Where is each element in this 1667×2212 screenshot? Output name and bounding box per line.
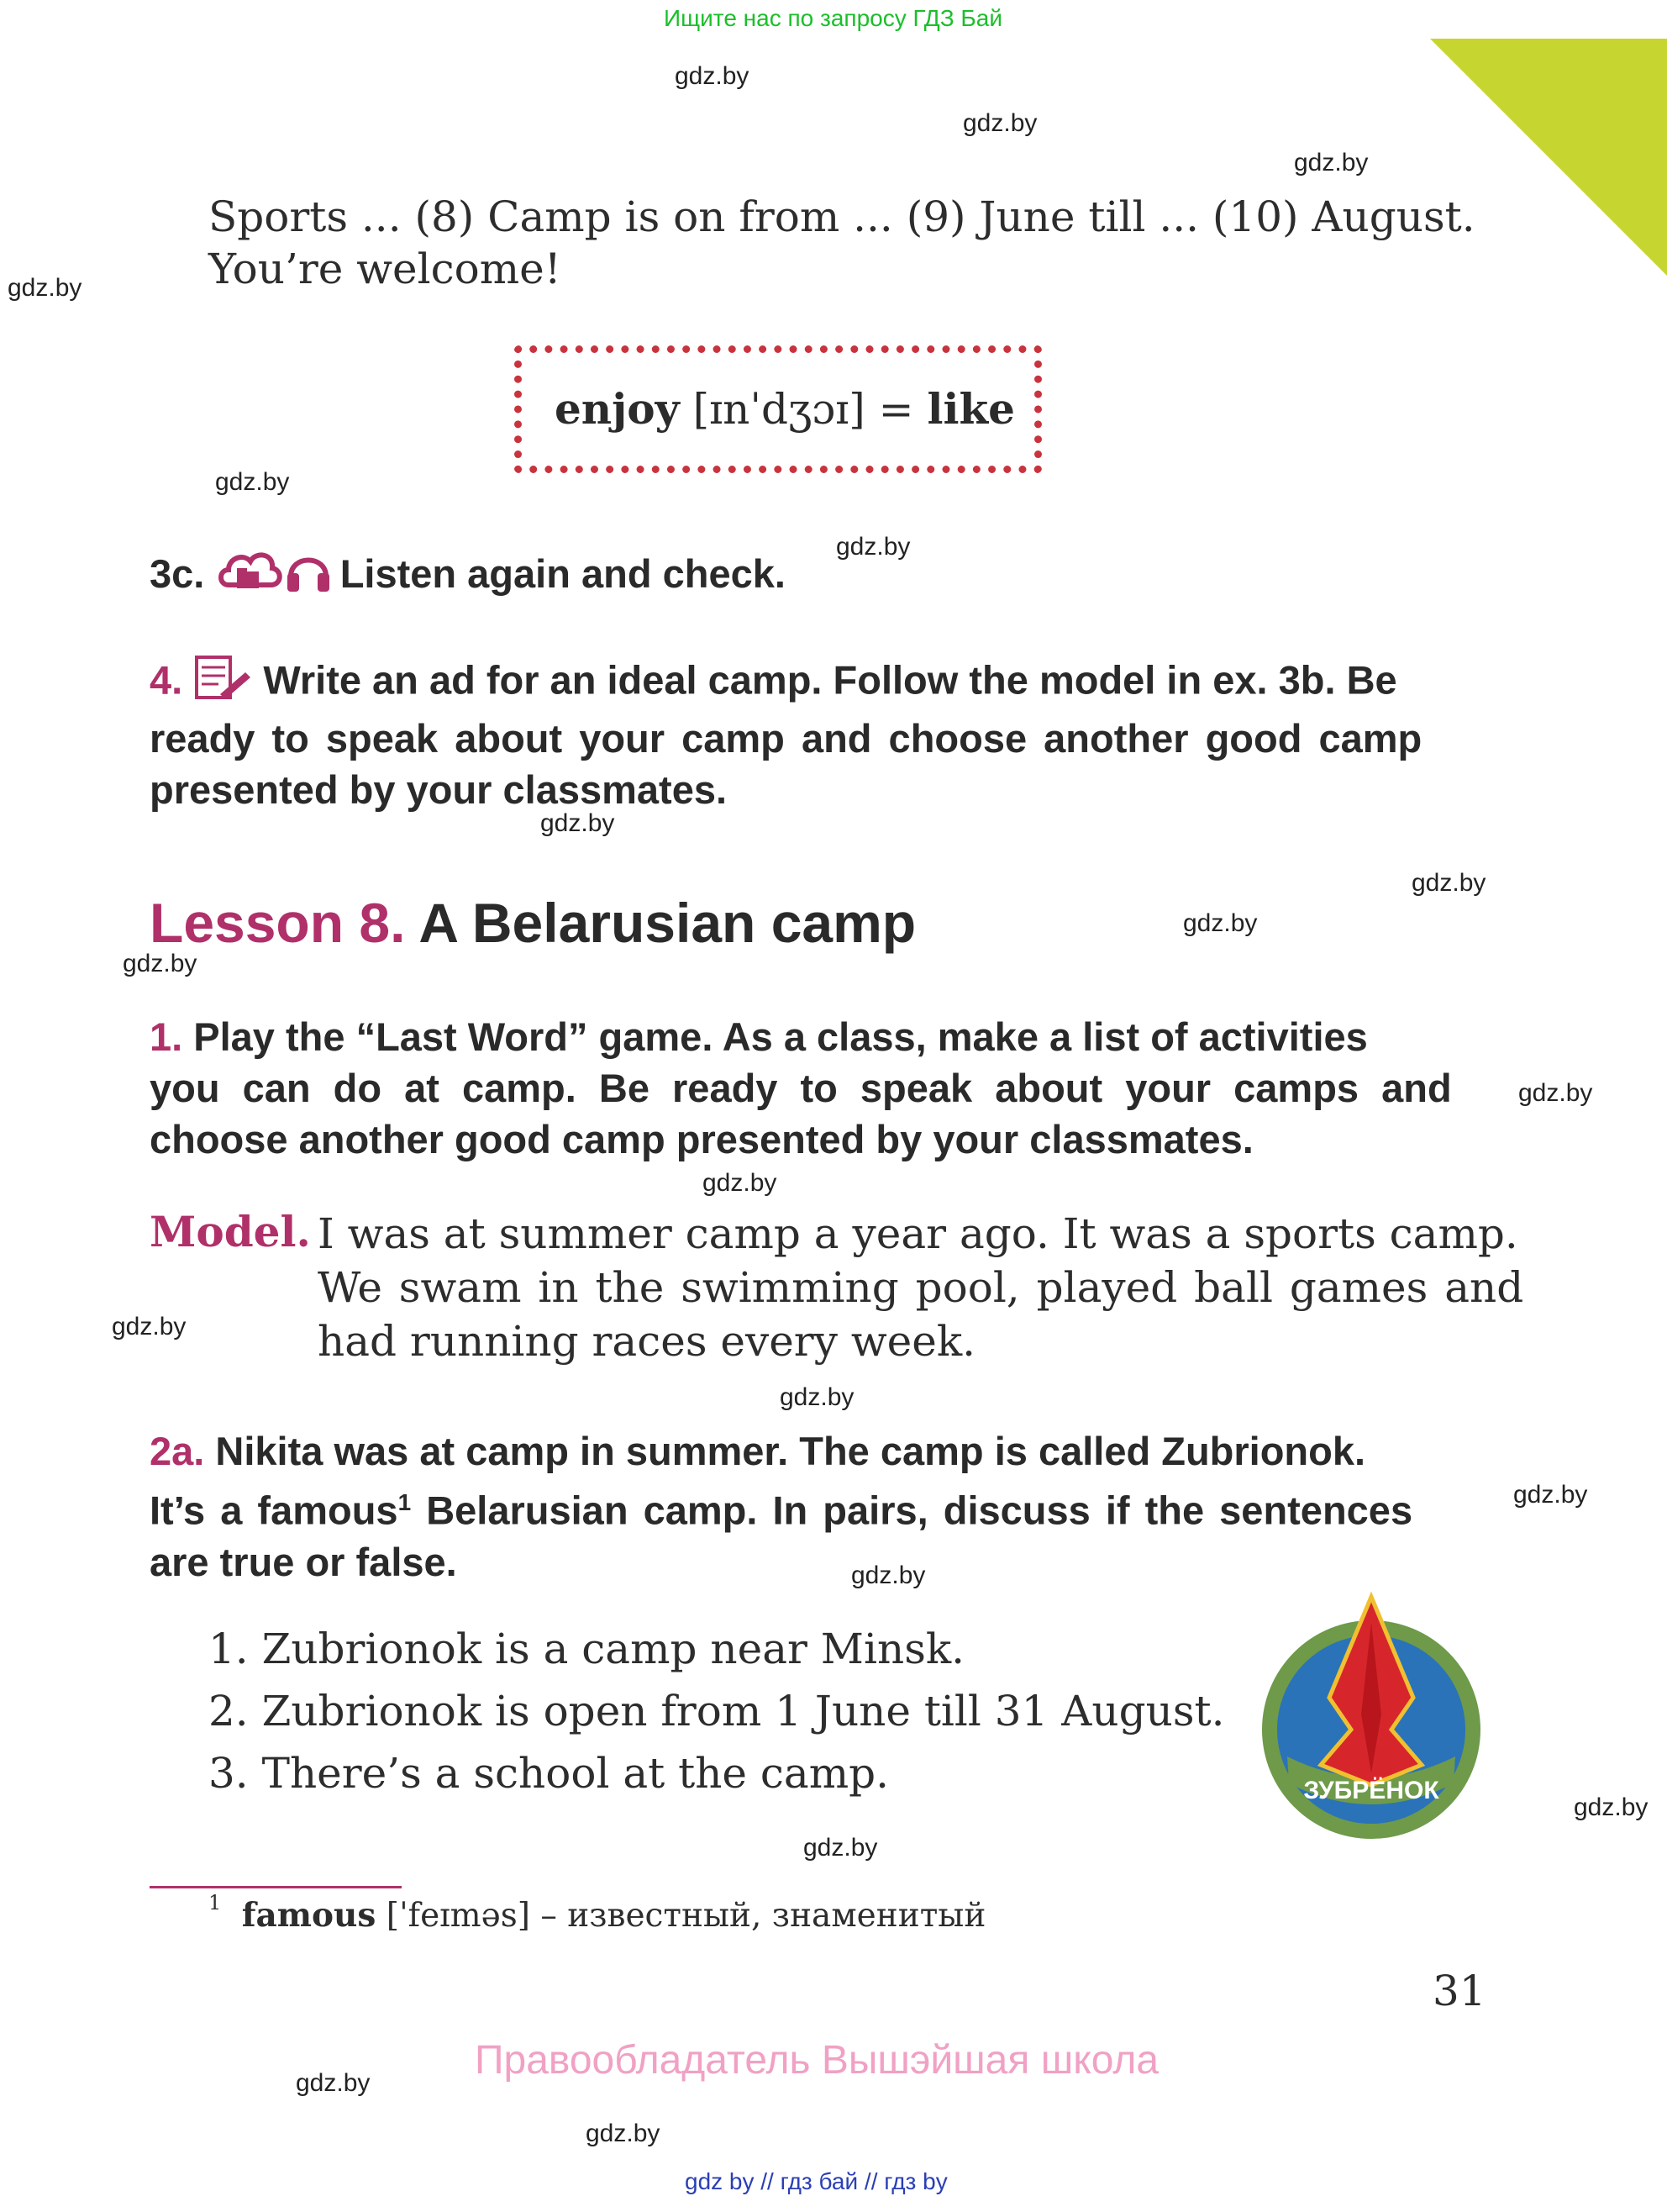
footnote-transcription: [ˈfeɪməs] — [386, 1897, 530, 1935]
watermark: gdz.by — [540, 809, 615, 837]
watermark: gdz.by — [1412, 869, 1486, 897]
exercise-2a-line-1 — [150, 1425, 1483, 1477]
exercise-2a-text-1: Nikita was at camp in summer. The camp is called Zubrionok. — [215, 1429, 1366, 1473]
search-hint: Ищите нас по запросу ГДЗ Бай — [664, 5, 1003, 31]
exercise-1-line-2: you can do at camp. Be ready to speak about your camps and — [150, 1066, 1452, 1110]
model-line-3: had running races every week. — [318, 1317, 976, 1366]
exercise-2a — [150, 1425, 1483, 1588]
vocab-word: enjoy — [555, 384, 680, 434]
exercise-2a-line-2 — [150, 1477, 1483, 1536]
exercise-4-line-3: presented by your classmates. — [150, 767, 728, 812]
exercise-1-line-1 — [150, 1011, 1483, 1062]
exercise-number: 3c. — [150, 551, 205, 596]
exercise-4-line-2: ready to speak about your camp and choose another good camp — [150, 716, 1422, 761]
watermark: gdz.by — [1183, 909, 1258, 937]
bottom-links[interactable]: gdz by // гдз бай // гдз by — [685, 2168, 948, 2194]
list-item: 1. Zubrionok is a camp near Minsk. — [208, 1625, 965, 1673]
exercise-4-text-1: Write an ad for an ideal camp. Follow the model in ex. 3b. Be — [263, 657, 1397, 703]
footnote-marker: 1 — [397, 1489, 412, 1515]
watermark: gdz.by — [1518, 1079, 1593, 1107]
watermark: gdz.by — [586, 2120, 660, 2147]
exercise-2a-text-2b: Belarusian camp. In pairs, discuss if the sentences — [411, 1488, 1413, 1533]
footnote — [208, 1891, 986, 1935]
footnote-divider — [150, 1886, 402, 1888]
vocab-meaning: like — [927, 384, 1015, 434]
exercise-number: 4. — [150, 657, 183, 703]
writing-icon — [193, 654, 252, 713]
watermark: gdz.by — [803, 1834, 878, 1862]
exercise-1-line-3: choose another good camp presented by your classmates. — [150, 1117, 1254, 1161]
exercise-2a-line-3: are true or false. — [150, 1539, 457, 1584]
exercise-3c — [150, 546, 786, 601]
headphones-icon — [286, 548, 331, 599]
exercise-4 — [150, 654, 1483, 815]
watermark: gdz.by — [963, 109, 1038, 137]
watermark: gdz.by — [215, 468, 290, 496]
footnote-translation: – известный, знаменитый — [540, 1897, 986, 1935]
cloud-folder-icon — [217, 546, 282, 601]
rights-holder: Правообладатель Вышэйшая школа — [475, 2038, 1160, 2083]
vocab-transcription: [ɪnˈdʒɔɪ] — [692, 385, 865, 434]
exercise-4-line-1 — [150, 654, 1483, 713]
model-line-1: I was at summer camp a year ago. It was a sports camp. — [318, 1209, 1518, 1258]
watermark: gdz.by — [780, 1383, 855, 1411]
watermark: gdz.by — [836, 533, 911, 561]
ex3b-line-1: Sports ... (8) Camp is on from ... (9) June till ... (10) August. — [208, 192, 1475, 241]
exercise-1 — [150, 1011, 1483, 1165]
lesson-title: A Belarusian camp — [418, 892, 917, 954]
statements-list — [208, 1618, 1224, 1804]
exercise-number: 2a. — [150, 1429, 205, 1473]
model-line-2: We swam in the swimming pool, played ball games and — [318, 1263, 1524, 1312]
watermark: gdz.by — [1294, 149, 1369, 176]
watermark: gdz.by — [8, 274, 82, 302]
watermark: gdz.by — [296, 2069, 371, 2097]
camp-logo — [1255, 1588, 1487, 1853]
vocab-equals: = — [878, 385, 914, 434]
watermark: gdz.by — [675, 62, 749, 90]
list-item: 2. Zubrionok is open from 1 June till 31 August. — [208, 1687, 1225, 1735]
watermark: gdz.by — [1574, 1793, 1649, 1821]
vocab-entry — [555, 384, 1015, 434]
camp-logo-text: ЗУБРЁНОК — [1303, 1777, 1439, 1804]
watermark: gdz.by — [851, 1562, 926, 1589]
exercise-1-text-1: Play the “Last Word” game. As a class, make a list of activities — [193, 1014, 1368, 1059]
watermark: gdz.by — [1513, 1481, 1588, 1509]
exercise-number: 1. — [150, 1014, 183, 1059]
list-item: 3. There’s a school at the camp. — [208, 1749, 890, 1798]
lesson-label: Lesson 8. — [150, 892, 406, 954]
page-number: 31 — [1433, 1967, 1486, 2015]
lesson-heading — [150, 891, 916, 955]
ex3b-line-2: You’re welcome! — [208, 245, 561, 293]
exercise-2a-text-2a: It’s a famous — [150, 1488, 398, 1533]
model-label: Model. — [150, 1207, 311, 1256]
exercise-3c-text: Listen again and check. — [339, 551, 786, 596]
watermark: gdz.by — [123, 950, 197, 977]
footnote-number: 1 — [208, 1891, 222, 1914]
watermark: gdz.by — [112, 1313, 187, 1340]
watermark: gdz.by — [702, 1169, 777, 1197]
footnote-word: famous — [241, 1896, 376, 1935]
